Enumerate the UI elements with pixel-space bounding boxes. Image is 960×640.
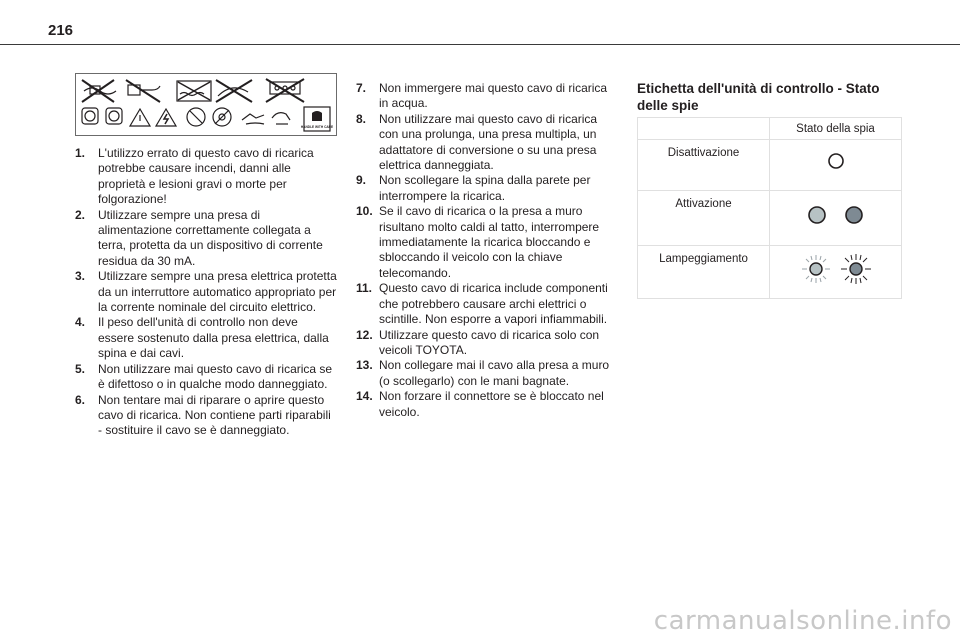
warning-label-illustration xyxy=(75,73,337,136)
table-header-empty xyxy=(638,118,770,140)
list-item xyxy=(75,146,337,208)
list-item xyxy=(356,112,618,174)
no-adapter-icon xyxy=(126,80,160,102)
list-item xyxy=(356,328,618,359)
item-text: Non utilizzare mai questo cavo di ricarica con una prolunga, una presa multipla, un adattatore di conversione o su una presa elettrica danneggiata. xyxy=(379,111,598,173)
item-text: Non immergere mai questo cavo di ricarica in acqua. xyxy=(379,81,608,111)
item-text: Non scollegare la spina dalla parete per interrompere la ricarica. xyxy=(379,173,591,203)
no-hanging-icon xyxy=(242,114,264,124)
list-item xyxy=(75,393,337,439)
warning-symbols-icon xyxy=(76,74,336,135)
row-label-attivazione: Attivazione xyxy=(638,191,770,246)
warnings-list-right xyxy=(356,81,618,420)
table-header-status: Stato della spia xyxy=(770,118,902,140)
item-text: Non forzare il connettore se è bloccato nel veicolo. xyxy=(379,389,604,419)
item-text: Non tentare mai di riparare o aprire questo cavo di ricarica. Non contiene parti riparabili - sostituire il cavo se è danneggiato. xyxy=(98,392,331,438)
item-number: 7. xyxy=(356,81,367,95)
item-text: Il peso dell'unità di controllo non deve essere sostenuto dalla presa elettrica, dalla spina e dai cavi. xyxy=(98,315,329,361)
table-row xyxy=(638,246,902,299)
list-item xyxy=(356,81,618,112)
row-lights-blinking xyxy=(770,246,902,299)
section-title: Etichetta dell'unità di controllo - Stato delle spie xyxy=(637,81,880,113)
earthed-socket-icon xyxy=(82,108,98,124)
light-status-table xyxy=(637,117,902,299)
list-item xyxy=(356,204,618,281)
list-item xyxy=(356,173,618,204)
no-multi-socket-icon xyxy=(266,79,304,102)
item-number: 13. xyxy=(356,358,373,373)
list-item xyxy=(356,389,618,420)
item-text: Questo cavo di ricarica include componenti che potrebbero causare archi elettrici o scintille. Non esporre a vapori infiammabili. xyxy=(379,281,608,327)
light-off-icon xyxy=(770,140,901,183)
item-number: 5. xyxy=(75,361,86,376)
page-number: 216 xyxy=(48,22,74,39)
no-water-icon xyxy=(177,81,211,101)
item-number: 6. xyxy=(75,392,86,407)
watermark: carmanualsonline.info xyxy=(653,606,952,636)
row-label-lampeggiamento: Lampeggiamento xyxy=(638,246,770,299)
item-text: Utilizzare sempre una presa di alimentazione correttamente collegata a terra, protetta da un dispositivo di corrente residua da 30 mA. xyxy=(98,207,323,268)
table-row xyxy=(638,191,902,246)
item-number: 12. xyxy=(356,327,373,342)
list-item xyxy=(75,362,337,393)
item-number: 11. xyxy=(356,281,373,296)
light-on-icon xyxy=(770,191,901,238)
item-number: 14. xyxy=(356,389,373,404)
item-text: L'utilizzo errato di questo cavo di ricarica potrebbe causare incendi, danni alle proprietà e lesioni gravi o morte per folgorazione! xyxy=(98,146,314,207)
rcd-socket-icon xyxy=(106,108,122,124)
list-item xyxy=(356,281,618,327)
list-item xyxy=(75,269,337,315)
electric-hazard-icon xyxy=(156,109,176,126)
wet-hands-icon xyxy=(272,113,290,124)
list-item xyxy=(75,315,337,361)
no-extension-cord-icon xyxy=(82,80,116,102)
handle-with-care-icon xyxy=(301,107,333,131)
item-text: Utilizzare questo cavo di ricarica solo con veicoli TOYOTA. xyxy=(379,327,600,357)
table-row xyxy=(638,140,902,191)
item-text: Non collegare mai il cavo alla presa a muro (o scollegarlo) con le mani bagnate. xyxy=(379,358,610,388)
light-blinking-icon xyxy=(770,246,901,291)
row-lights-off xyxy=(770,140,902,191)
item-number: 4. xyxy=(75,315,86,330)
handle-with-care-text: HANDLE WITH CARE xyxy=(300,125,334,129)
row-label-disattivazione: Disattivazione xyxy=(638,140,770,191)
no-pull-cable-icon xyxy=(216,80,252,102)
warnings-list-left xyxy=(75,146,337,439)
list-item xyxy=(75,208,337,270)
no-repair-icon xyxy=(187,108,205,126)
item-text: Non utilizzare mai questo cavo di ricarica se è difettoso o in qualche modo danneggiato. xyxy=(98,361,333,392)
item-number: 2. xyxy=(75,207,86,222)
item-number: 3. xyxy=(75,269,86,284)
item-number: 9. xyxy=(356,173,367,188)
row-lights-on xyxy=(770,191,902,246)
item-text: Se il cavo di ricarica o la presa a muro risultano molto caldi al tatto, interrompere immediatamente la ricarica bloccando e sbloccando il veicolo con la chiave telecomando. xyxy=(379,204,600,280)
header-rule xyxy=(0,44,960,45)
item-text: Utilizzare sempre una presa elettrica protetta da un interruttore automatico appropriato per la corrente nominale del circuito elettrico. xyxy=(98,269,337,315)
item-number: 10. xyxy=(356,204,373,219)
item-number: 8. xyxy=(356,111,367,126)
item-number: 1. xyxy=(75,146,86,160)
no-cable-reel-icon xyxy=(213,108,231,126)
warning-triangle-icon xyxy=(130,109,150,126)
list-item xyxy=(356,358,618,389)
